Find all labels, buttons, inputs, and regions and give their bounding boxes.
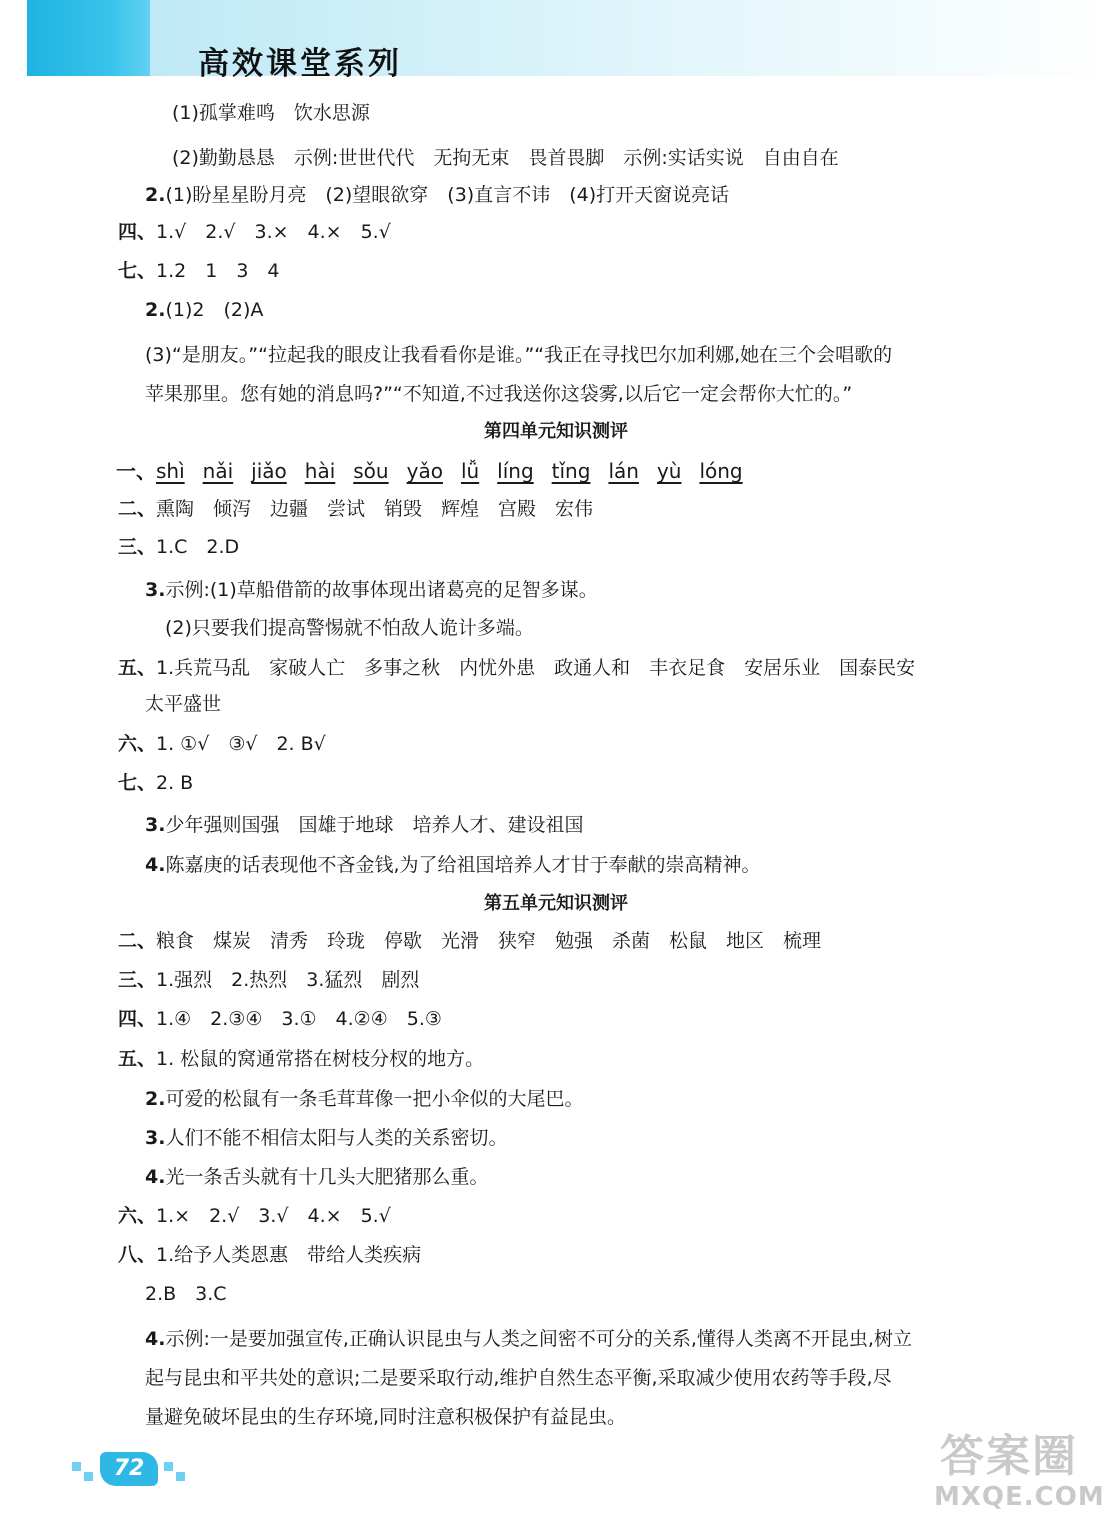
watermark-chars: 答案圈 xyxy=(940,1431,1078,1482)
answer-line: 起与昆虫和平共处的意识;二是要采取行动,维护自然生态平衡,采取减少使用农药等手段,尽 xyxy=(145,1367,892,1389)
pinyin-label: 一、 xyxy=(116,459,156,483)
pinyin-item: jiǎo xyxy=(251,459,287,483)
answer-line: 2.(1)盼星星盼月亮 (2)望眼欲穿 (3)直言不讳 (4)打开天窗说亮话 xyxy=(145,184,730,206)
answer-line: 苹果那里。您有她的消息吗?”“不知道,不过我送你这袋雾,以后它一定会帮你大忙的。” xyxy=(145,383,853,405)
answer-line: (2)只要我们提高警惕就不怕敌人诡计多端。 xyxy=(165,617,534,639)
answer-line: 2.(1)2 (2)A xyxy=(145,299,264,321)
answer-line: 五、1. 松鼠的窝通常搭在树枝分杈的地方。 xyxy=(118,1048,485,1070)
answer-line: 3.少年强则国强 国雄于地球 培养人才、建设祖国 xyxy=(145,814,584,836)
section-heading-unit4: 第四单元知识测评 xyxy=(484,421,628,442)
answer-line: 七、1.2 1 3 4 xyxy=(118,260,280,282)
pinyin-item: yǎo xyxy=(406,459,443,483)
section-heading-unit5: 第五单元知识测评 xyxy=(484,893,628,914)
answer-line: (2)勤勤恳恳 示例:世世代代 无拘无束 畏首畏脚 示例:实话实说 自由自在 xyxy=(172,147,839,169)
pinyin-item: lán xyxy=(608,459,639,483)
pinyin-item: nǎi xyxy=(202,459,234,483)
answer-line: 六、1. ①√ ③√ 2. B√ xyxy=(118,733,326,755)
answer-line: 4.示例:一是要加强宣传,正确认识昆虫与人类之间密不可分的关系,懂得人类离不开昆虫,树立 xyxy=(145,1328,912,1350)
pinyin-item: lóng xyxy=(699,459,743,483)
header-color-block xyxy=(27,0,164,76)
answer-line: 3.人们不能不相信太阳与人类的关系密切。 xyxy=(145,1127,508,1149)
answer-line: 七、2. B xyxy=(118,772,194,794)
watermark xyxy=(928,1420,1108,1530)
answer-line: 八、1.给予人类恩惠 带给人类疾病 xyxy=(118,1244,422,1266)
pinyin-item: líng xyxy=(497,459,534,483)
answer-line: (3)“是朋友。”“拉起我的眼皮让我看看你是谁。”“我正在寻找巴尔加利娜,她在三个会唱歌的 xyxy=(145,344,893,366)
pinyin-item: tǐng xyxy=(551,459,591,483)
answer-line: 四、1.√ 2.√ 3.× 4.× 5.√ xyxy=(118,221,391,243)
answer-line: 三、1.C 2.D xyxy=(118,536,240,558)
decor-dot xyxy=(176,1472,185,1481)
answer-line: 3.示例:(1)草船借箭的故事体现出诸葛亮的足智多谋。 xyxy=(145,579,598,601)
series-title: 高效课堂系列 xyxy=(198,46,402,82)
decor-dot xyxy=(72,1462,81,1471)
watermark-url: MXQE.COM xyxy=(934,1482,1105,1512)
decor-dot xyxy=(164,1462,173,1471)
answer-line: 二、粮食 煤炭 清秀 玲珑 停歇 光滑 狭窄 勉强 杀菌 松鼠 地区 梳理 xyxy=(118,930,822,952)
pinyin-item: shì xyxy=(156,459,185,483)
answer-line: 2.可爱的松鼠有一条毛茸茸像一把小伞似的大尾巴。 xyxy=(145,1088,584,1110)
pinyin-row xyxy=(116,458,761,484)
answer-line: 2.B 3.C xyxy=(145,1283,227,1305)
pinyin-item: lǚ xyxy=(460,459,480,483)
pinyin-item: sǒu xyxy=(353,459,389,483)
answer-line: 四、1.④ 2.③④ 3.① 4.②④ 5.③ xyxy=(118,1008,442,1030)
answer-line: 4.陈嘉庚的话表现他不吝金钱,为了给祖国培养人才甘于奉献的崇高精神。 xyxy=(145,854,761,876)
pinyin-item: yù xyxy=(656,459,682,483)
answer-line: (1)孤掌难鸣 饮水思源 xyxy=(172,102,370,124)
page-number: 72 xyxy=(100,1452,158,1486)
decor-dot xyxy=(84,1472,93,1481)
answer-line: 4.光一条舌头就有十几头大肥猪那么重。 xyxy=(145,1166,489,1188)
answer-line: 六、1.× 2.√ 3.√ 4.× 5.√ xyxy=(118,1205,391,1227)
answer-line: 太平盛世 xyxy=(145,693,222,715)
answer-line: 五、1.兵荒马乱 家破人亡 多事之秋 内忧外患 政通人和 丰衣足食 安居乐业 国泰民安 xyxy=(118,657,916,679)
answer-line: 二、熏陶 倾泻 边疆 尝试 销毁 辉煌 宫殿 宏伟 xyxy=(118,498,594,520)
pinyin-item: hài xyxy=(304,459,336,483)
answer-line: 三、1.强烈 2.热烈 3.猛烈 剧烈 xyxy=(118,969,420,991)
answer-line: 量避免破坏昆虫的生存环境,同时注意积极保护有益昆虫。 xyxy=(145,1406,627,1428)
